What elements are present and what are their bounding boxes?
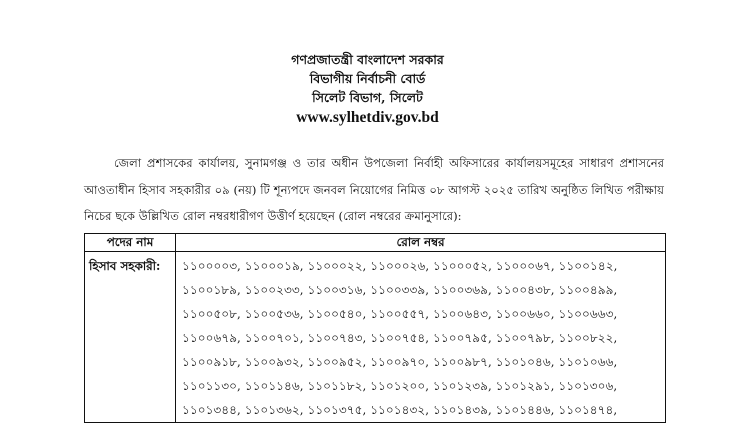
roll-number: ১১০০২৩৩, [244,283,304,297]
roll-number: ১১০০১৪২, [558,259,618,273]
roll-number: ১১০১২৩৯, [432,379,492,393]
roll-number: ১১০০০০৩, [182,259,242,273]
roll-number: ১১০০১৮৯, [182,283,241,297]
roll-number: ১১০০৬৬৩, [558,307,618,321]
roll-number: ১১০১১৩০, [182,379,241,393]
roll-number: ১১০১১৮২, [307,379,367,393]
roll-number: ১১০০০৬৭, [495,259,555,273]
roll-number: ১১০০০৫২, [433,259,493,273]
header-roll-number: রোল নম্বর [176,234,666,252]
roll-number: ১১০০৯৭০, [370,355,430,369]
notice-text: জেলা প্রশাসকের কার্যালয়, সুনামগঞ্জ ও তার অধীন উপজেলা নির্বাহী অফিসারের কার্যালয়সমূহের সাধারণ প্রশাসনের আওতাধীন হিসাব সহকারীর ০৯ (নয়) টি শূন্যপদে জনবল নিয়োগের নিমিত্ত ০৮ আগস্ট ২০২৫ তারিখ অনুষ্ঠিত লিখিত পরীক্ষায় নিচের ছকে উল্লিখিত রোল নম্বরধারীগণ উত্তীর্ণ হয়েছেন (রোল নম্বরের ক্রমানুসারে): [84,156,664,223]
roll-number: ১১০০৯৩২, [244,355,304,369]
roll-number: ১১০১৪৭৪, [558,403,618,417]
roll-number: ১১০১৩৬২, [244,403,304,417]
notice-paragraph [84,150,664,230]
roll-number: ১১০১২৯১, [495,379,555,393]
roll-number: ১১০০৮২২, [558,331,618,345]
roll-number: ১১০০৫৫৭, [370,307,430,321]
roll-number: ১১০০৭৯৫, [432,331,492,345]
roll-number: ১১০০৩১৬, [307,283,367,297]
roll-number: ১১০০৩৬৯, [432,283,492,297]
roll-number: ১১০০৫০৮, [182,307,241,321]
roll-number: ১১০১৩৭৫, [307,403,367,417]
table-header-row [85,234,666,252]
header-board: বিভাগীয় নির্বাচনী বোর্ড [309,71,426,86]
roll-number: ১১০০৭০১, [244,331,304,345]
table-row [85,252,666,423]
roll-number: ১১০০৯৮৭, [432,355,492,369]
roll-number: ১১০০০১৯, [244,259,304,273]
roll-number: ১১০১৪৩৯, [432,403,492,417]
roll-number: ১১০০৭৫৪, [370,331,430,345]
roll-number: ১১০০০২২, [307,259,367,273]
post-name-cell: হিসাব সহকারী: [85,252,176,423]
roll-numbers-cell [176,252,666,423]
roll-number: ১১০১৪৩২, [370,403,430,417]
roll-number: ১১০০৭৯৮, [495,331,555,345]
header-government: গণপ্রজাতন্ত্রী বাংলাদেশ সরকার [291,52,444,67]
roll-number: ১১০১০৬৬, [558,355,618,369]
roll-number: ১১০০৫৩৬, [244,307,304,321]
roll-number: ১১০০৬৭৯, [182,331,241,345]
header-post-name: পদের নাম [85,234,176,252]
roll-number: ১১০১১৪৬, [244,379,304,393]
roll-number: ১১০০৫৪০, [307,307,367,321]
roll-number: ১১০০৬৪৩, [432,307,492,321]
roll-number: ১১০১০৪৬, [495,355,555,369]
results-table [84,233,666,423]
roll-number: ১১০০৯৫২, [307,355,367,369]
roll-number: ১১০০৬৬০, [495,307,555,321]
roll-number: ১১০০০২৬, [370,259,430,273]
roll-number: ১১০১৩০৬, [558,379,618,393]
document-header [0,50,735,127]
header-website: www.sylhetdiv.gov.bd [296,109,439,126]
header-division: সিলেট বিভাগ, সিলেট [312,90,423,105]
roll-number: ১১০১২০০, [370,379,430,393]
roll-number: ১১০০৪৩৮, [495,283,555,297]
roll-number: ১১০০৪৯৯, [558,283,618,297]
roll-number: ১১০১৪৪৬, [495,403,555,417]
roll-number: ১১০০৩৩৯, [370,283,430,297]
roll-number: ১১০১৩৪৪, [182,403,241,417]
roll-number: ১১০০৯১৮, [182,355,241,369]
roll-number: ১১০০৭৪৩, [307,331,367,345]
